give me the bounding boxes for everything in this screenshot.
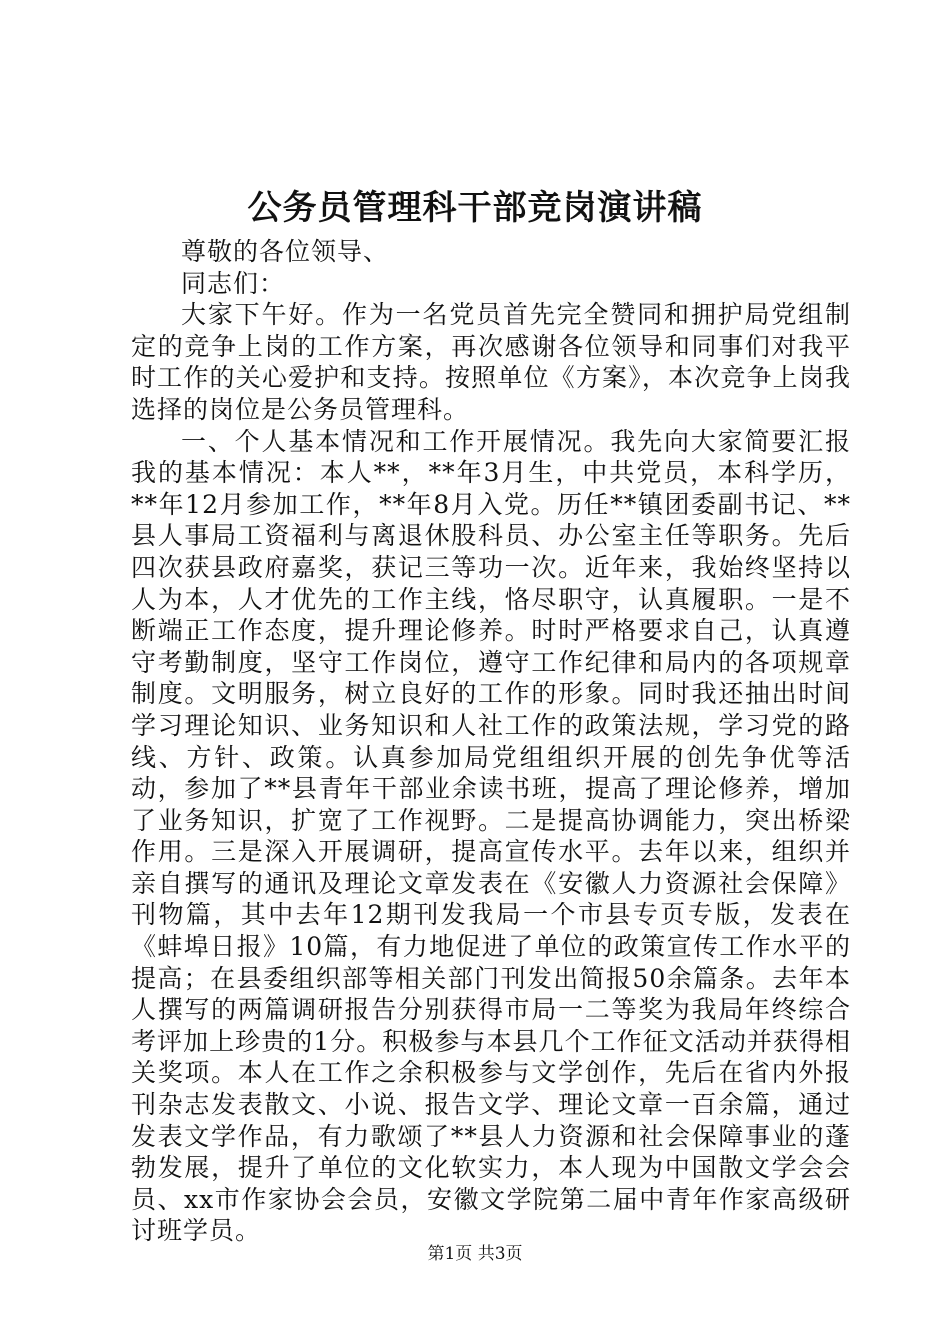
paragraph-opening: 大家下午好。作为一名党员首先完全赞同和拥护局党组制定的竞争上岗的工作方案，再次感谢各位领导和同事们对我平时工作的关心爱护和支持。按照单位《方案》，本次竞争上岗我选择的岗位是公务员管理科。 <box>131 300 851 424</box>
document-title: 公务员管理科干部竞岗演讲稿 <box>247 188 703 228</box>
paragraph-personal-info: 一、个人基本情况和工作开展情况。我先向大家简要汇报我的基本情况：本人**，**年3月生，中共党员，本科学历，**年12月参加工作，**年8月入党。历任**镇团委副书记、**县人事局工资福利与离退休股科员、办公室主任等职务。先后四次获县政府嘉奖，获记三等功一次。近年来，我始终坚持以人为本，人才优先的工作主线，恪尽职守，认真履职。一是不断端正工作态度，提升理论修养。时时严格要求自己，认真遵守考勤制度，坚守工作岗位，遵守工作纪律和局内的各项规章制度。文明服务，树立良好的工作的形象。同时我还抽出时间学习理论知识、业务知识和人社工作的政策法规，学习党的路线、方针、政策。认真参加局党组组织开展的创先争优等活动，参加了**县青年干部业余读书班，提高了理论修养，增加了业务知识，扩宽了工作视野。二是提高协调能力，突出桥梁作用。三是深入开展调研，提高宣传水平。去年以来，组织并亲自撰写的通讯及理论文章发表在《安徽人力资源社会保障》刊物篇，其中去年12期刊发我局一个市县专页专版，发表在《蚌埠日报》10篇，有力地促进了单位的政策宣传工作水平的提高；在县委组织部等相关部门刊发出简报50余篇条。去年本人撰写的两篇调研报告分别获得市局一二等奖为我局年终综合考评加上珍贵的1分。积极参与本县几个工作征文活动并获得相关奖项。本人在工作之余积极参与文学创作，先后在省内外报刊杂志发表散文、小说、报告文学、理论文章一百余篇，通过发表文学作品，有力歌颂了**县人力资源和社会保障事业的蓬勃发展，提升了单位的文化软实力，本人现为中国散文学会会员、xx市作家协会会员，安徽文学院第二届中青年作家高级研讨班学员。 <box>131 426 851 1246</box>
document-body <box>131 236 851 1247</box>
salutation-line-1: 尊敬的各位领导、 <box>181 237 390 266</box>
page-footer: 第1页 共3页 <box>427 1244 523 1264</box>
salutation-line-2: 同志们： <box>181 268 286 298</box>
